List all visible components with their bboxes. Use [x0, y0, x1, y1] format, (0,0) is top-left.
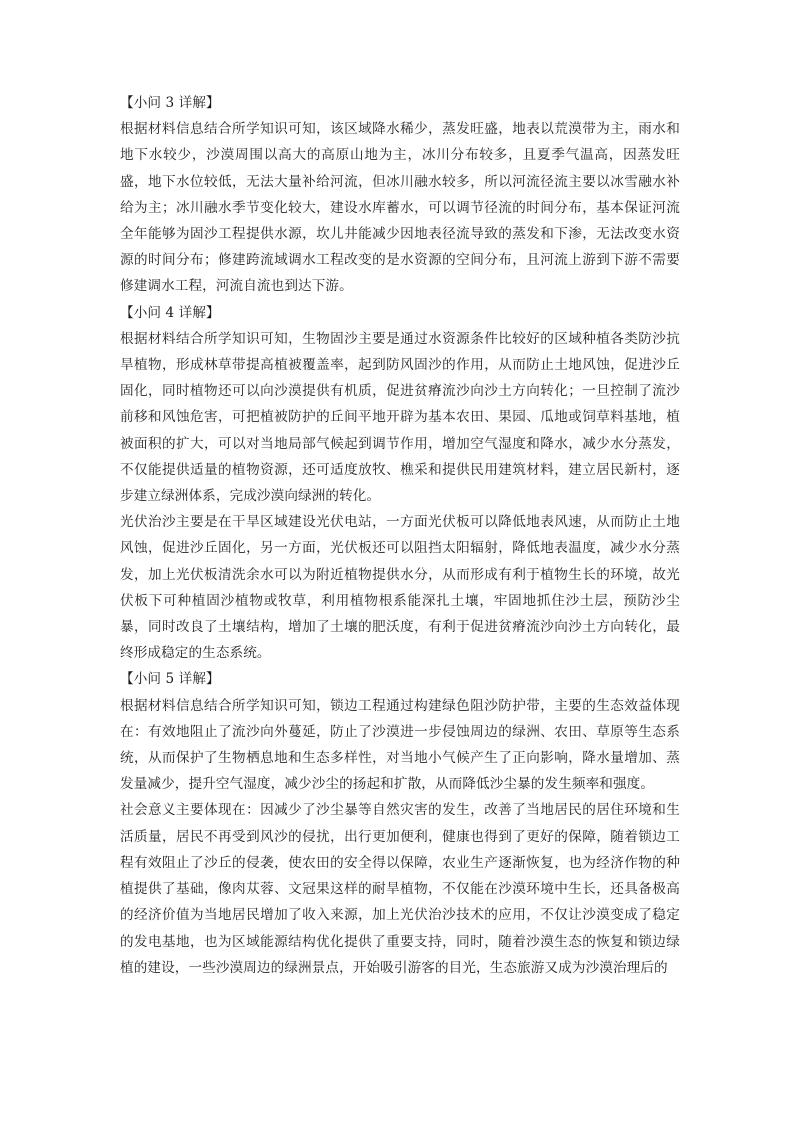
paragraph: 根据材料信息结合所学知识可知，锁边工程通过构建绿色阻沙防护带，主要的生态效益体现在：有效地阻止了流沙向外蔓延，防止了沙漠进一步侵蚀周边的绿洲、农田、草原等生态系统，从而保护了生物栖息地和生态多样性，对当地小气候产生了正向影响，降水量增加、蒸发量减少，提升空气湿度，减少沙尘的扬起和扩散，从而降低沙尘暴的发生频率和强度。 [120, 697, 680, 793]
paragraph: 根据材料信息结合所学知识可知，该区域降水稀少，蒸发旺盛，地表以荒漠带为主，雨水和地下水较少，沙漠周围以高大的高原山地为主，冰川分布较多，且夏季气温高，因蒸发旺盛，地下水位较低，无法大量补给河流，但冰川融水较多，所以河流径流主要以冰雪融水补给为主；冰川融水季节变化较大，建设水库蓄水，可以调节径流的时间分布，基本保证河流全年能够为固沙工程提供水源，坎儿井能减少因地表径流导致的蒸发和下渗，无法改变水资源的时间分布；修建跨流域调水工程改变的是水资源的空间分布，且河流上游到下游不需要修建调水工程，河流自流也到达下游。 [120, 121, 680, 295]
section-heading: 【小问 4 详解】 [120, 304, 220, 321]
paragraph: 根据材料结合所学知识可知，生物固沙主要是通过水资源条件比较好的区域种植各类防沙抗旱植物，形成林草带提高植被覆盖率，起到防风固沙的作用，从而防止土地风蚀，促进沙丘固化，同时植物还可以向沙漠提供有机质，促进贫瘠流沙向沙土方向转化；一旦控制了流沙前移和风蚀危害，可把植被防护的丘间平地开辟为基本农田、果园、瓜地或饲草料基地，植被面积的扩大，可以对当地局部气候起到调节作用，增加空气湿度和降水，减少水分蒸发，不仅能提供适量的植物资源，还可适度放牧、樵采和提供民用建筑材料，建立居民新村，逐步建立绿洲体系，完成沙漠向绿洲的转化。 [120, 330, 680, 505]
paragraph: 光伏治沙主要是在干旱区域建设光伏电站，一方面光伏板可以降低地表风速，从而防止土地风蚀，促进沙丘固化，另一方面，光伏板还可以阻挡太阳辐射，降低地表温度，减少水分蒸发，加上光伏板清洗余水可以为附近植物提供水分，从而形成有利于植物生长的环境，故光伏板下可种植固沙植物或牧草，利用植物根系能深扎土壤，牢固地抓住沙土层，预防沙尘暴，同时改良了土壤结构，增加了土壤的肥沃度，有利于促进贫瘠流沙向沙土方向转化，最终形成稳定的生态系统。 [120, 514, 680, 662]
section-question-3 [120, 90, 680, 300]
section-heading: 【小问 3 详解】 [120, 95, 220, 111]
paragraph: 社会意义主要体现在：因减少了沙尘暴等自然灾害的发生，改善了当地居民的居住环境和生活质量，居民不再受到风沙的侵扰，出行更加便利，健康也得到了更好的保障，随着锁边工程有效阻止了沙丘的侵袭，使农田的安全得以保障，农业生产逐渐恢复，也为经济作物的种植提供了基础，像肉苁蓉、文冠果这样的耐旱植物，不仅能在沙漠环境中生长，还具备极高的经济价值为当地居民增加了收入来源，加上光伏治沙技术的应用，不仅让沙漠变成了稳定的发电基地，也为区域能源结构优化提供了重要支持，同时，随着沙漠生态的恢复和锁边绿植的建设，一些沙漠周边的绿洲景点，开始吸引游客的目光，生态旅游又成为沙漠治理后的 [120, 802, 680, 976]
section-heading: 【小问 5 详解】 [120, 671, 220, 688]
section-question-5 [120, 666, 680, 980]
answer-explanation-body [120, 90, 680, 981]
section-question-4 [120, 300, 680, 667]
